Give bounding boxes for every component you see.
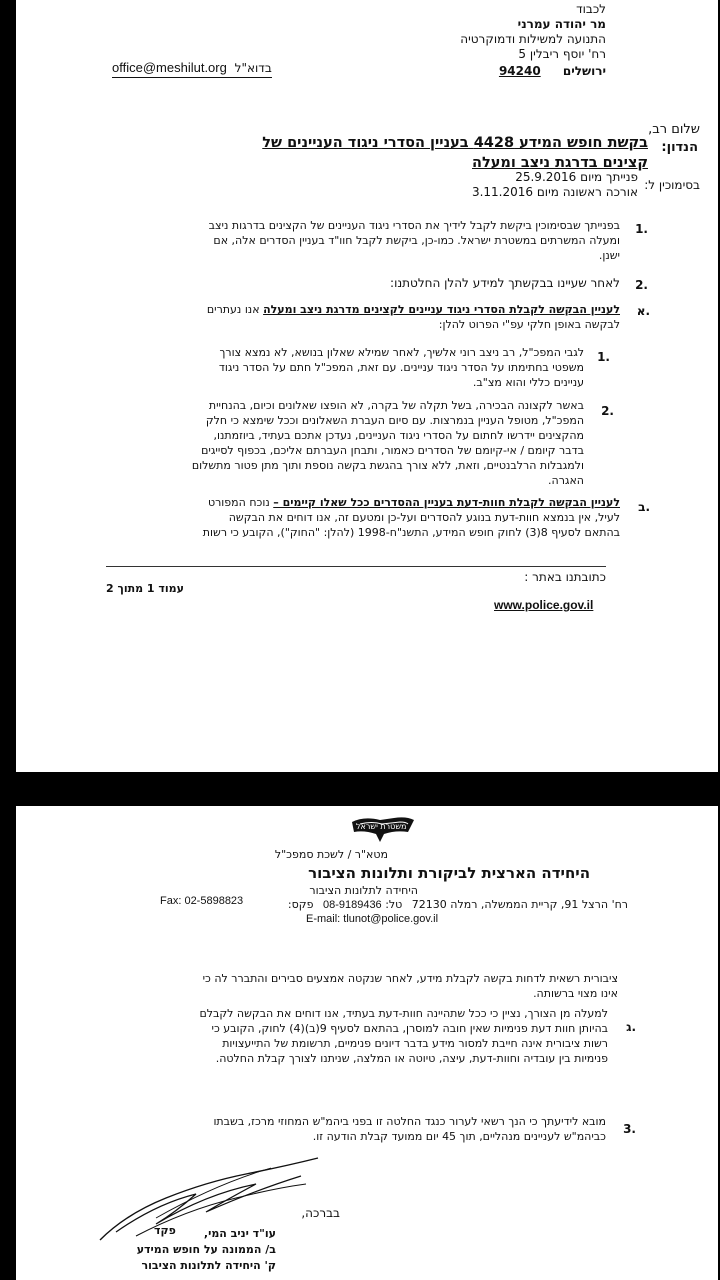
footer-rule <box>106 566 606 567</box>
itemC-line: למעלה מן הצורך, נציין כי ככל שתהיינה חוות-דעת בעתיד, אנו דוחים את הבקשה לקבלם <box>199 1007 608 1020</box>
itemA2-line: בדבר קיומם / אי-קיומם של הסדרים כאמור, ותבחן העברתם אליכם, בכפוף לסייגים <box>201 444 584 457</box>
sectionA-text <box>100 302 620 332</box>
sectionA-heading: לעניין הבקשה לקבלת הסדרי ניגוד עניינים לקצינים מדרגת ניצב ומעלה <box>263 303 620 316</box>
continuation-line: ציבורית רשאית לדחות בקשה לקבלת מידע, לאחר שנקטה אמצעים סבירים והתברר לה כי <box>202 972 618 985</box>
itemC-line: פנימיות בין עובדיה וחוות-דעת, עיצה, טיוטה או המלצה, שניתנו לצורך קבלת החלטה. <box>215 1052 608 1065</box>
itemA2-line: מהקצינים יידרשו לחתום על הסדרי ניגוד העניינים, נעדכן אתכם בעתיד, ביוזמתנו, <box>213 429 584 442</box>
letterhead-contact <box>288 898 628 912</box>
itemA2-line: המפכ"ל, מטופל העניין בנמרצות. עם סיום העברת השאלונים וככל שימצא כי חלק <box>205 414 584 427</box>
letter-page-2 <box>16 806 718 1280</box>
para3-text <box>86 1114 606 1144</box>
sectionB-heading-rest: נוכח המפורט <box>207 496 270 509</box>
fax-label: פקס: <box>287 898 314 911</box>
recipient-street: רח' יוסף ריבלין 5 <box>518 47 606 61</box>
para1-line: ומעלה המשרתים במשטרת ישראל. כמו-כן, ביקשת לקבל חוו"ד בעניין הסדרים אלה, אם <box>213 234 620 247</box>
para1-line: ישנן. <box>598 249 620 262</box>
sectionB-line: בהתאם לסעיף 8(3) לחוק חופש המידע, התשנ"ח-1998 (להלן: "החוק"), הקובע כי רשות <box>202 526 620 539</box>
letterhead-subunit: היחידה לתלונות הציבור <box>309 884 418 897</box>
references-list <box>418 170 638 200</box>
fax-number: Fax: 02-5898823 <box>160 895 244 907</box>
para3-number: 3. <box>623 1122 636 1136</box>
signature-rank: פקד <box>154 1224 176 1237</box>
subject-label: הנדון: <box>661 140 698 155</box>
itemA2-line: האגרה. <box>548 474 584 487</box>
sectionB-letter: ב. <box>638 500 650 514</box>
recipient-city-line <box>499 64 606 79</box>
recipient-block <box>346 2 606 62</box>
sectionA-line: לבקשה באופן חלקי עפ"י הפרוט להלן: <box>438 318 620 331</box>
signature-title-2: ק' היחידה לתלונות הציבור <box>141 1259 276 1272</box>
closing: בברכה, <box>301 1206 340 1220</box>
itemA2-number: 2. <box>601 404 614 418</box>
sectionA-heading-rest: אנו נעתרים <box>206 303 260 316</box>
para2-number: 2. <box>635 278 648 292</box>
para1-number: 1. <box>635 222 648 236</box>
greeting: שלום רב, <box>648 122 700 137</box>
subject-line-2: קצינים בדרגת ניצב ומעלה <box>472 155 648 171</box>
footer-website[interactable]: www.police.gov.il <box>494 598 594 612</box>
reference-1: פנייתך מיום 25.9.2016 <box>515 170 638 184</box>
letterhead-email[interactable]: E-mail: tlunot@police.gov.il <box>306 913 439 925</box>
tel-number: 08-9189436 <box>322 899 382 911</box>
itemC-line: בהיותן חוות דעת פנימיות שאין חובה למוסרן, בהתאם לסעיף 9(ב)(4) לחוק, הקובע כי <box>211 1022 608 1035</box>
recipient-zip: 94240 <box>498 64 541 78</box>
page-number: עמוד 1 מתוך 2 <box>106 582 184 595</box>
itemA1-line: משפטי בחתימתו על הסדר ניגוד עניינים. עם זאת, המפכ"ל חתם על הסדר ניגוד <box>218 361 584 374</box>
itemA2-line: ולמגבלות הרלבנטיים, וזאת, ללא צורך בהגשת בקשה נוספת ותוך מתן פטור מתשלום <box>191 459 584 472</box>
footer-website-label: כתובתנו באתר : <box>524 570 606 584</box>
itemA1-line: עניינים כללי והוא מצ"ב. <box>472 376 584 389</box>
para3-line: כביהמ"ש לעניינים מנהליים, תוך 45 יום ממועד קבלת הודעה זו. <box>312 1130 606 1143</box>
recipient-salutation: לכבוד <box>576 2 606 16</box>
letterhead-unit: היחידה הארצית לביקורת ותלונות הציבור <box>308 864 590 882</box>
signature-name: עו"ד יניב המי, <box>203 1227 276 1240</box>
sectionA-letter: א. <box>636 304 650 318</box>
itemA1-number: 1. <box>597 350 610 364</box>
recipient-city: ירושלים <box>562 64 606 78</box>
emblem-text: משטרת ישראל <box>356 822 407 831</box>
subject-line-1: בקשת חופש המידע 4428 בעניין הסדרי ניגוד העניינים של <box>262 135 648 151</box>
recipient-name: מר יהודה עמרני <box>517 17 606 31</box>
itemA1-line: לגבי המפכ"ל, רב ניצב רוני אלשיך, לאחר שמילא שאלון בנושא, לא נמצא צורך <box>219 346 584 359</box>
references-label: בסימוכין ל: <box>644 178 700 192</box>
tel-label: טל: <box>385 898 403 911</box>
signature-title-1: ב/ הממונה על חופש המידע <box>136 1243 276 1256</box>
para3-line: מובא לידיעתך כי הנך רשאי לערור כנגד החלטה זו בפני ביהמ"ש המחוזי מרכז, בשבתו <box>213 1115 606 1128</box>
itemA2-line: באשר לקצונה הבכירה, בשל תקלה של בקרה, לא הופצו שאלונים וכיום, בהנחיית <box>208 399 584 412</box>
subject-text <box>88 133 648 173</box>
para2-line: לאחר שעיינו בבקשתך למידע להלן החלטתנו: <box>390 276 620 290</box>
continuation-line: אינו מצוי ברשותה. <box>533 987 618 1000</box>
sectionB-text <box>100 495 620 540</box>
itemA1-text <box>116 345 584 390</box>
itemC-line: רשות ציבורית אינה חייבת למסור מידע בדבר דיונים פנימיים, תרשומת של התייעצויות <box>222 1037 608 1050</box>
para1-line: בפנייתך שבסימוכין ביקשת לקבל לידיך את הסדרי ניגוד העניינים של הקצינים בדרגות ניצב <box>208 219 620 232</box>
letterhead-dept: מטא"ר / לשכת סמפכ"ל <box>274 848 388 861</box>
recipient-org: התנועה למשילות ודמוקרטיה <box>460 32 606 46</box>
sectionB-heading: לעניין הבקשה לקבלת חוות-דעת בעניין ההסדרים ככל שאלו קיימים – <box>273 496 620 509</box>
itemC-letter: ג. <box>626 1020 636 1034</box>
letter-page-1 <box>16 0 718 772</box>
recipient-email-line <box>112 60 272 78</box>
para1-text <box>100 218 620 263</box>
sectionB-line: לעיל, אין בנמצא חוות-דעת בנוגע להסדרים ועל-כן ומטעם זה, אנו דוחים את הבקשה <box>228 511 620 524</box>
continuation-text <box>108 971 618 1001</box>
reference-2: אורכה ראשונה מיום 3.11.2016 <box>471 185 638 199</box>
itemC-text <box>88 1006 608 1066</box>
letterhead-address: רח' הרצל 91, קריית הממשלה, רמלה 72130 <box>411 898 628 911</box>
recipient-email[interactable]: office@meshilut.org <box>112 60 227 75</box>
recipient-email-label: בדוא"ל <box>234 61 272 75</box>
itemA2-text <box>110 398 584 488</box>
